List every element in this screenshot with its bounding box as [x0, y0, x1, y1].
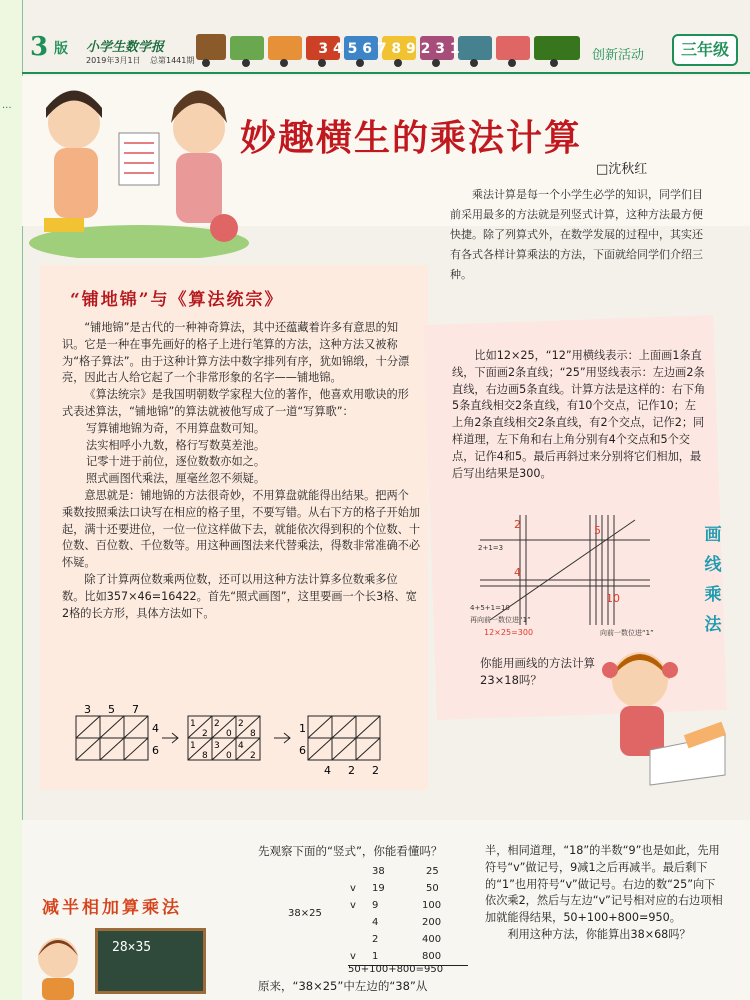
- grade-badge: 三年级: [672, 34, 738, 66]
- section2-bottom-text: 原来，“38×25”中左边的“38”从: [258, 979, 428, 993]
- paragraph: 意思就是：铺地锦的方法很奇妙，不用算盘就能得出结果。把两个乘数按照乘法口诀写在相应的格子里，不要写错。从右下方的格子开始加起，满十还要进位，一位一位这样做下去，就能依次得到积的个位数、十位数、百位数、千位数等。用这种画图法来代替乘法，得数非常准确不必怀疑。: [62, 488, 421, 570]
- row-half: 19: [372, 883, 385, 894]
- row-double: 50: [426, 883, 439, 894]
- page-label: 版: [54, 41, 68, 57]
- paragraph: 比如12×25，“12”用横线表示：上面画1条直线，下面画2条直线；“25”用竖线表示：左边画2条直线，右边画5条直线。计算方法是这样的：右下角5条直线相交2条直线，有10个交点，记作10；左上角2条直线相交2条直线，有2个交点，记作2；同样道理，左下角和右上角分别有4个交点和5个交点，记作4和5。最后再斜过来分别将它们相加，最后写出结果是300。: [452, 349, 706, 480]
- train-digits: 3 4 5 6 7 8 9 2 3 1: [318, 41, 460, 57]
- row-mark: v: [350, 951, 356, 962]
- row-double: 800: [422, 951, 442, 962]
- svg-text:0: 0: [226, 729, 232, 739]
- chalkboard-text: 28×35: [112, 940, 152, 955]
- grid-top-digit: 3: [84, 703, 91, 716]
- sum-line: 50+100+800=950: [348, 964, 444, 975]
- svg-text:1: 1: [190, 719, 196, 729]
- number-train-illustration: [194, 28, 584, 68]
- section2-title: 减半相加算乘法: [42, 898, 182, 918]
- boy-illustration: [28, 930, 88, 1000]
- paragraph: 半，相同道理，“18”的半数“9”也是如此，先用符号“v”做记号，9减1之后再减半。最后剩下的“1”也用符号“v”做记号。右边的数“25”向下依次乘2，然后与左边“v”记号相对应的右边项相加就能得结果，50+100+800=950。: [485, 844, 723, 925]
- grid-side-digit: 6: [152, 744, 159, 757]
- paragraph: 除了计算两位数乘两位数，还可以用这种方法计算多位数乘多位数。比如357×46=16422。首先“照式画图”，这里要画一个长3格、宽2格的长方形，具体方法如下。: [62, 572, 417, 620]
- table-left-label: 38×25: [288, 908, 322, 919]
- diagram-label: 2: [514, 518, 521, 531]
- row-half: 1: [372, 951, 379, 962]
- section-line-title: 画 线 乘 法: [704, 525, 722, 635]
- diagram-label: 5: [594, 524, 601, 537]
- svg-text:2: 2: [250, 751, 256, 761]
- grid-result-digit: 6: [299, 744, 306, 757]
- row-half: 4: [372, 917, 379, 928]
- verse-line: 记零十进于前位，逐位数数亦如之。: [86, 455, 266, 469]
- article-intro: 乘法计算是每一个小学生必学的知识，同学们目前采用最多的方法就是列竖式计算，这种方法最方便快捷。除了列算式外，在数学发展的过程中，其实还有各式各样计算乘法的方法，下面就给同学们介绍三种。: [450, 188, 703, 281]
- left-margin-strip: ...: [0, 0, 23, 1000]
- row-double: 200: [422, 917, 442, 928]
- issue-date: 2019年3月1日: [86, 56, 141, 65]
- section1-body: [62, 320, 420, 622]
- diagram-label: 向前一数位进“1”: [600, 629, 654, 637]
- row-double: 400: [422, 934, 442, 945]
- grid-top-digit: 5: [108, 703, 115, 716]
- svg-text:1: 1: [190, 741, 196, 751]
- svg-text:8: 8: [202, 751, 208, 761]
- section2-intro: 先观察下面的“竖式”，你能看懂吗？: [258, 844, 443, 858]
- issue-number: 总第1441期: [150, 56, 195, 65]
- row-half: 2: [372, 934, 379, 945]
- section-line-question: [480, 655, 600, 689]
- grid-result-digit: 1: [299, 722, 306, 735]
- question-text: 你能用画线的方法计算23×18吗？: [480, 656, 595, 687]
- grid-result-digit: 2: [348, 764, 355, 777]
- grid-result-digit: 4: [324, 764, 331, 777]
- diagram-label: 10: [606, 592, 620, 605]
- page-header: [22, 28, 750, 72]
- article-title: 妙趣横生的乘法计算: [240, 117, 583, 159]
- page-number: 3: [30, 32, 49, 62]
- svg-text:2: 2: [202, 729, 208, 739]
- section2-right-body: [485, 843, 725, 944]
- grid-top-digit: 7: [132, 703, 139, 716]
- author-byline: □沈秋红: [596, 162, 648, 177]
- row-double: 100: [422, 900, 442, 911]
- grid-side-digit: 4: [152, 722, 159, 735]
- chalkboard: [95, 928, 206, 994]
- verse-line: 法实相呼小九数，格行写数莫差池。: [86, 438, 266, 452]
- row-mark: v: [350, 883, 356, 894]
- diagram-result: 12×25=300: [484, 628, 534, 637]
- halving-table: [288, 866, 468, 976]
- diagram-label: 4: [514, 566, 521, 579]
- girls-illustration: [24, 78, 254, 258]
- svg-text:2: 2: [238, 719, 244, 729]
- row-half: 38: [372, 866, 385, 877]
- header-rule: [22, 72, 750, 74]
- grid-result-digit: 2: [372, 764, 379, 777]
- paper-name: 小学生数学报: [86, 40, 165, 55]
- row-mark: v: [350, 900, 356, 911]
- diagram-label: 2+1=3: [478, 544, 504, 552]
- paragraph: “铺地锦”是古代的一种神奇算法，其中还蕴藏着许多有意思的知识。它是一种在事先画好的格子上进行笔算的方法，这种方法又被称为“格子算法”。由于这种计算方法中数字排列有序，犹如锦缎，十分漂亮，因此古人给它起了一个非常形象的名字——铺地锦。: [62, 321, 410, 385]
- line-multiplication-diagram: [470, 510, 670, 640]
- lattice-multiplication-diagram: [62, 702, 422, 782]
- girl-writing-illustration: [590, 640, 730, 790]
- grid-step-1: [76, 716, 148, 760]
- svg-text:8: 8: [250, 729, 256, 739]
- svg-text:0: 0: [226, 751, 232, 761]
- svg-text:2: 2: [214, 719, 220, 729]
- svg-text:4: 4: [238, 741, 244, 751]
- diagram-label: 再向前一数位进“1”: [470, 616, 531, 624]
- section-line-body: [452, 348, 707, 482]
- question-text: 利用这种方法，你能算出38×68吗？: [507, 927, 691, 941]
- row-half: 9: [372, 900, 379, 911]
- grid-step-3: [308, 716, 380, 760]
- section1-title: “铺地锦”与《算法统宗》: [70, 290, 284, 310]
- svg-text:3: 3: [214, 741, 220, 751]
- verse-line: 写算铺地锦为奇，不用算盘数可知。: [86, 421, 266, 435]
- diagram-label: 4+5+1=10: [470, 604, 510, 612]
- paragraph: 《算法统宗》是我国明朝数学家程大位的著作，他喜欢用歌诀的形式表述算法，“铺地锦”的算法就被他写成了一道“写算歌”：: [62, 388, 409, 418]
- column-name: 创新活动: [592, 48, 645, 63]
- row-double: 25: [426, 866, 439, 877]
- verse-line: 照式画图代乘法，厘毫丝忽不须疑。: [86, 472, 266, 486]
